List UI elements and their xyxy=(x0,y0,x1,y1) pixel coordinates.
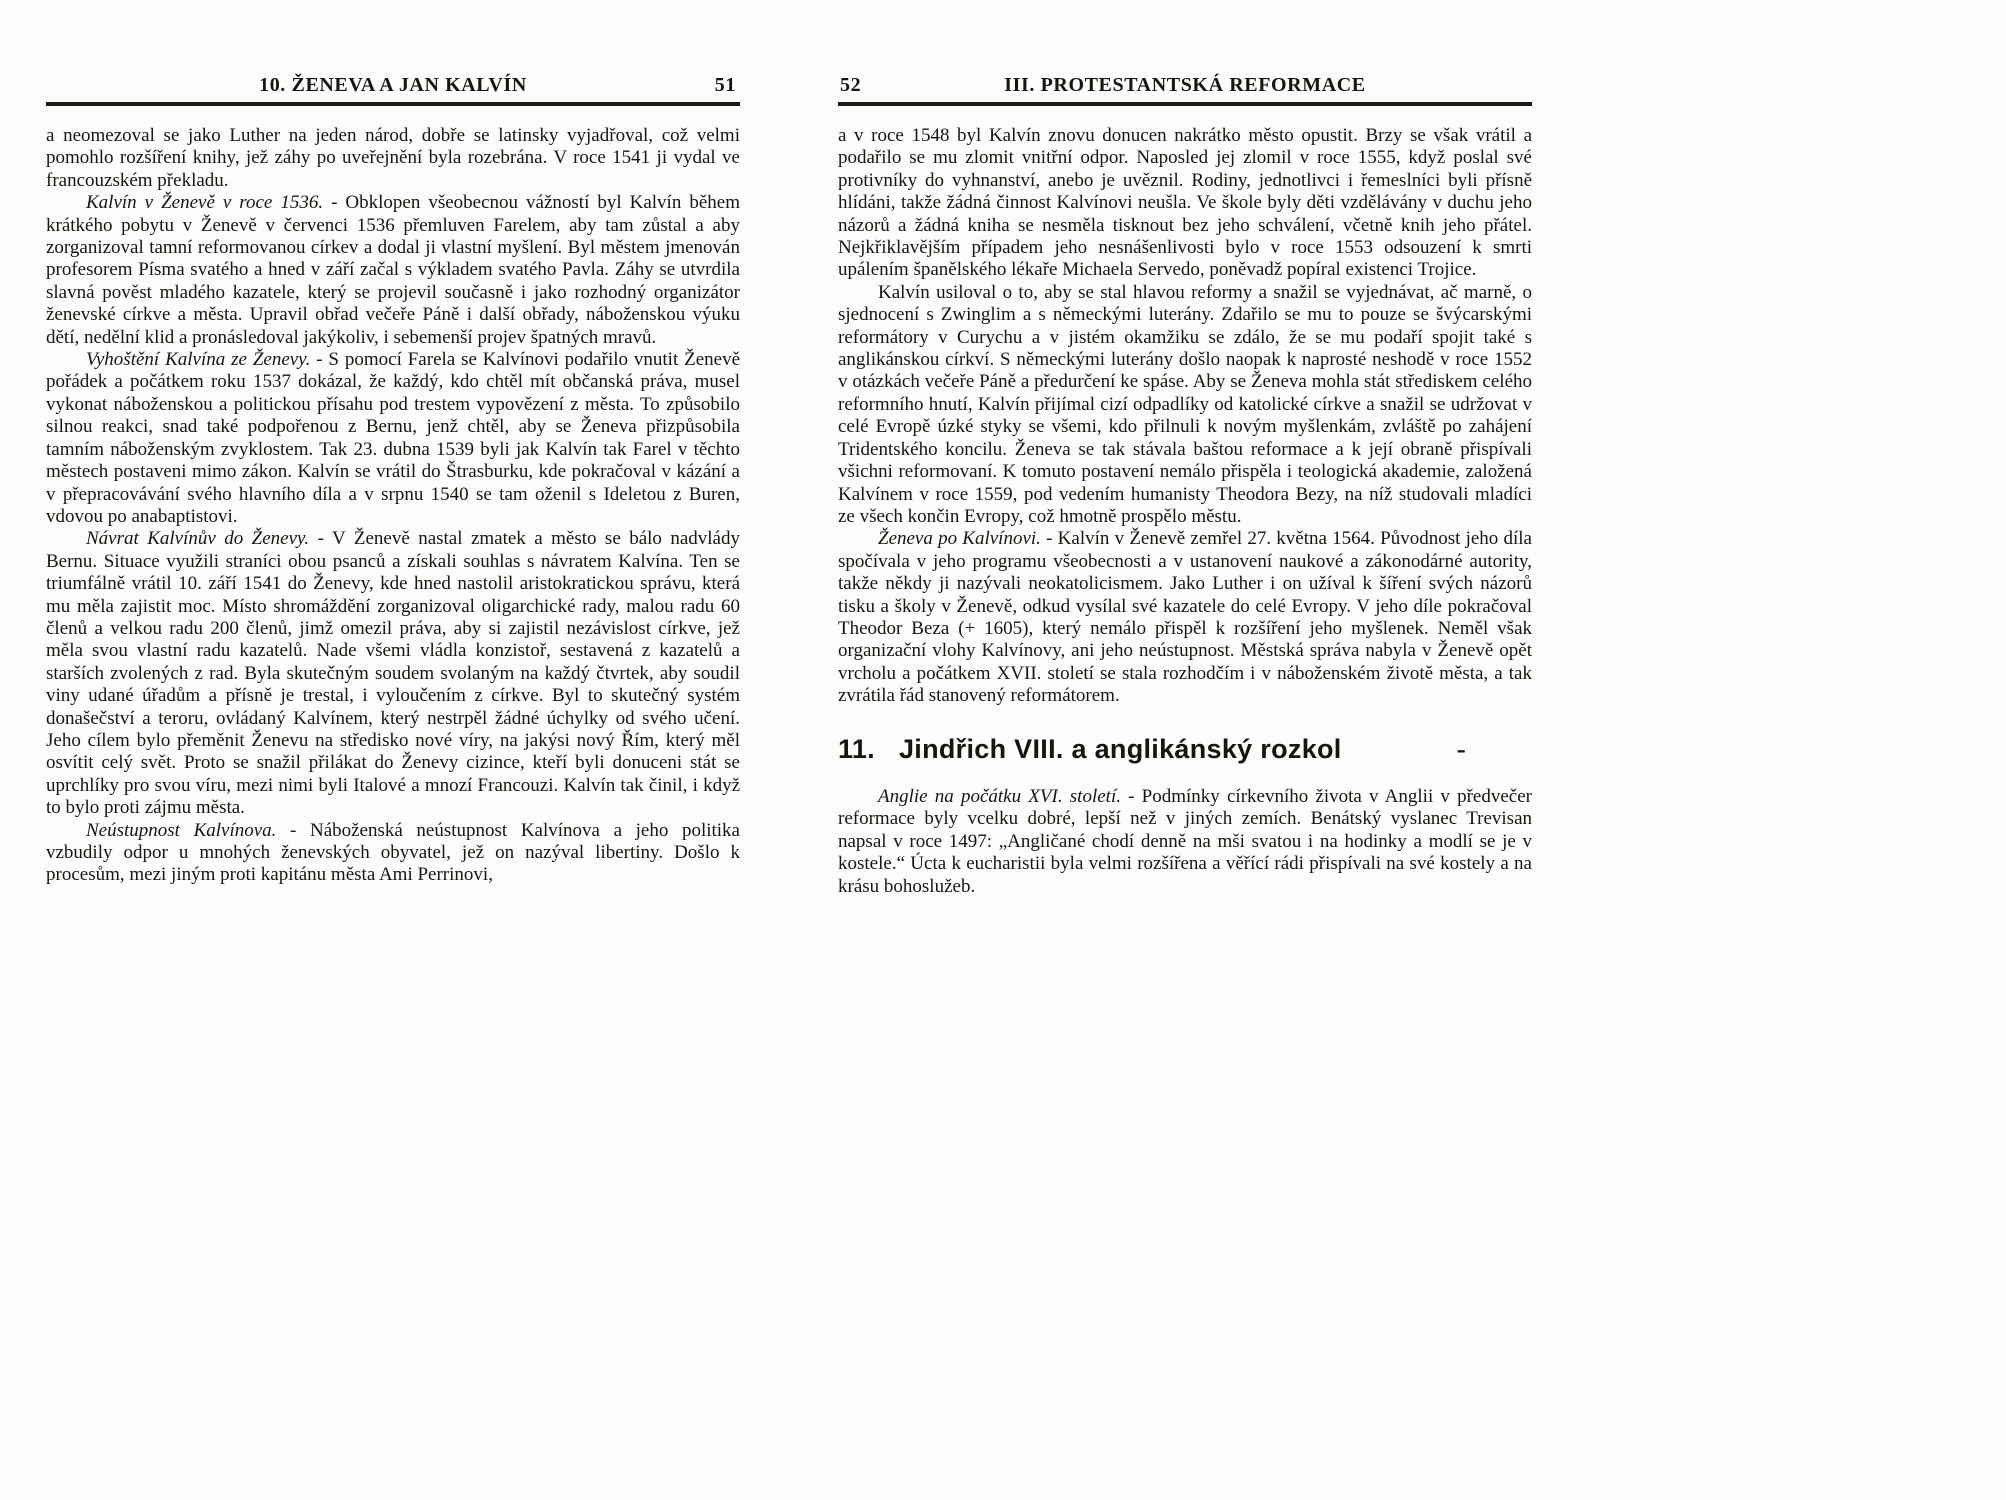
paragraph-text: Kalvín usiloval o to, aby se stal hlavou reformy a snažil se vyjednávat, ač marně, o sjednocení s Zwinglim a s německými luterány. Zdařilo se mu to pouze se švýcarskými reformátory v Curychu a v jistém okamžiku se zdálo, že se mu podaří spojit také s anglikánskou církví. S německými luterány došlo naopak k naprosté neshodě v roce 1552 v otázkách večeře Páně a předurčení ke spáse. Aby se Ženeva mohla stát střediskem celého reformního hnutí, Kalvín přijímal cizí odpadlíky od katolické církve a snažil se udržovat v celé Evropě úzké styky se všemi, kdo přilnuli k novým myšlenkám, zvláště po zahájení Tridentského koncilu. Ženeva se tak stávala baštou reformace a k její obraně přispívali všichni reformovaní. K tomuto postavení nemálo přispěla i teologická akademie, založená Kalvínem v roce 1559, pod vedením humanisty Theodora Bezy, na níž studovali mladíci ze všech končin Evropy, což hmotně prospělo městu. xyxy=(838,281,1532,527)
left-page-body xyxy=(46,125,740,887)
right-page xyxy=(838,74,1532,898)
margin-mark: - xyxy=(1456,733,1466,764)
left-page-number: 51 xyxy=(714,74,736,96)
left-page xyxy=(46,74,740,887)
paragraph-text: a neomezoval se jako Luther na jeden národ, dobře se latinsky vyjadřoval, což velmi pomohlo rozšíření knihy, jež záhy po uveřejnění byla rozebrána. V roce 1541 ji vydal ve francouzském překladu. xyxy=(46,125,740,191)
paragraph-text: - Kalvín v Ženevě zemřel 27. května 1564. Původnost jeho díla spočívala v jeho programu všeobecnosti a v ustanovení naukové a zákonodárné autority, takže někdy ji nazývali neokatolicismem. Jako Luther i on užíval k šíření svých názorů tisku a školy v Ženevě, odkud vysílal své kazatele do celé Evropy. V jeho díle pokračoval Theodor Beza (+ 1605), který nemálo přispěl k rozšíření jeho myšlenek. Neměl však organizační vlohy Kalvínovy, ani jeho neústupnost. Městská správa nabyla v Ženevě opět vrcholu a počátkem XVII. století se stala rozhodčím i v náboženském životě města, a tak zvrátila řád stanovený reformátorem. xyxy=(838,528,1532,707)
paragraph xyxy=(838,528,1532,707)
paragraph xyxy=(838,282,1532,528)
right-page-header xyxy=(838,74,1532,106)
paragraph xyxy=(46,125,740,192)
section-title: Jindřich VIII. a anglikánský rozkol xyxy=(898,733,1342,764)
paragraph-text: - Podmínky církevního života v Anglii v předvečer reformace byly vcelku dobré, lepší než v jiných zemích. Benátský vyslanec Trevisan napsal v roce 1497: „Angličané chodí denně na mši svatou i na hodinky a modlí se je v kostele.“ Úcta k eucharistii byla velmi rozšířena a věřící rádi přispívali na své kostely a na krásu bohoslužeb. xyxy=(838,785,1532,897)
paragraph xyxy=(838,125,1532,282)
paragraph-text: - Náboženská neústupnost Kalvínova a jeho politika vzbudily odpor u mnohých ženevských obyvatel, jež on nazýval libertiny. Došlo k procesům, mezi jiným proti kapitánu města Ami Perrinovi, xyxy=(46,819,740,886)
paragraph-lead: Vyhoštění Kalvína ze Ženevy. xyxy=(86,349,311,371)
paragraph-text: - V Ženevě nastal zmatek a město se bálo nadvlády Bernu. Situace využili straníci obou psanců a získali souhlas s návratem Kalvína. Ten se triumfálně vrátil 10. září 1541 do Ženevy, kde hned nastolil aristokratickou správu, která mu měla zajistit moc. Místo shromáždění zorganizoval oligarchické rady, malou radu 60 členů a velkou radu 200 členů, jimž omezil práva, aby si zajistil nezávislost církve, jež měla svou vlastní radu kazatelů. Nade všemi vládla konzistoř, sestavená z kazatelů a starších zvolených z rad. Byla skutečným soudem svolaným na každý čtvrtek, aby soudil viny udané úřadům a přísně je trestal, i vyloučením z církve. Byl to skutečný systém donašečství a teroru, ovládaný Kalvínem, který nestrpěl žádné úchylky od svého učení. Jeho cílem bylo přeměnit Ženevu na středisko nové víry, na jakýsi nový Řím, který měl osvítit celý svět. Proto se snažil přilákat do Ženevy cizince, kteří byli donuceni stát se uprchlíky pro svou víru, mezi nimi byli Italové a mnozí Francouzi. Kalvín tak činil, i když to bylo proti zájmu města. xyxy=(46,528,740,819)
paragraph xyxy=(46,349,740,528)
right-chapter-title: III. PROTESTANTSKÁ REFORMACE xyxy=(1004,74,1366,96)
right-page-number: 52 xyxy=(840,74,862,96)
right-page-body xyxy=(838,125,1532,898)
left-chapter-title: 10. ŽENEVA A JAN KALVÍN xyxy=(259,74,527,96)
paragraph-lead: Ženeva po Kalvínovi. xyxy=(878,528,1041,550)
paragraph xyxy=(46,528,740,819)
paragraph xyxy=(838,786,1532,898)
paragraph xyxy=(46,820,740,887)
paragraph-text: a v roce 1548 byl Kalvín znovu donucen nakrátko město opustit. Brzy se však vrátil a podařilo se mu zlomit vnitřní odpor. Naposled jej zlomil v roce 1555, když poslal své protivníky do vyhnanství, anebo je uvěznil. Rodiny, jednotlivci i řemeslníci byli přísně hlídáni, takže žádná činnost Kalvínovi neušla. Ve škole byly děti vzdělávány v duchu jeho názorů a žádná kniha se nesměla tisknout bez jeho schválení, včetně knih jeho přátel. Nejkřiklavějším případem jeho nesnášenlivosti bylo v roce 1553 odsouzení k smrti upálením španělského lékaře Michaela Servedo, poněvadž popíral existenci Trojice. xyxy=(838,125,1532,281)
paragraph-lead: Neústupnost Kalvínova. xyxy=(86,819,277,841)
section-heading xyxy=(838,733,1532,764)
paragraph-lead: Návrat Kalvínův do Ženevy. xyxy=(86,528,310,550)
paragraph-text: - Obklopen všeobecnou vážností byl Kalvín během krátkého pobytu v Ženevě v červenci 1536 přemluven Farelem, aby tam zůstal a aby zorganizoval tamní reformovanou církev a dodal ji vlastní myšlení. Byl městem jmenován profesorem Písma svatého a hned v září začal s výkladem svatého Pavla. Záhy se utvrdila slavná pověst mladého kazatele, který se projevil současně i jako rozhodný organizátor ženevské církve a města. Upravil obřad večeře Páně i další obřady, náboženskou výuku dětí, nedělní klid a pronásledoval jakýkoliv, i sebemenší projev špatných mravů. xyxy=(46,192,740,348)
paragraph xyxy=(46,192,740,349)
left-page-header xyxy=(46,74,740,106)
section-number: 11. xyxy=(838,733,875,764)
paragraph-lead: Anglie na počátku XVI. století. xyxy=(878,785,1121,807)
paragraph-text: - S pomocí Farela se Kalvínovi podařilo vnutit Ženevě pořádek a počátkem roku 1537 dokázal, že každý, kdo chtěl mít občanská práva, musel vykonat náboženskou a politickou přísahu pod trestem vypovězení z města. To způsobilo silnou reakci, snad také podpořenou z Bernu, jenž chtěl, aby se Ženeva přizpůsobila tamním náboženským zvyklostem. Tak 23. dubna 1539 byli jak Kalvín tak Farel v těchto městech postaveni mimo zákon. Kalvín se vrátil do Štrasburku, kde pokračoval v kázání a v přepracovávání svého hlavního díla a v srpnu 1540 se tam oženil s Ideletou z Buren, vdovou po anabaptistovi. xyxy=(46,349,741,527)
paragraph-lead: Kalvín v Ženevě v roce 1536. xyxy=(86,192,324,214)
